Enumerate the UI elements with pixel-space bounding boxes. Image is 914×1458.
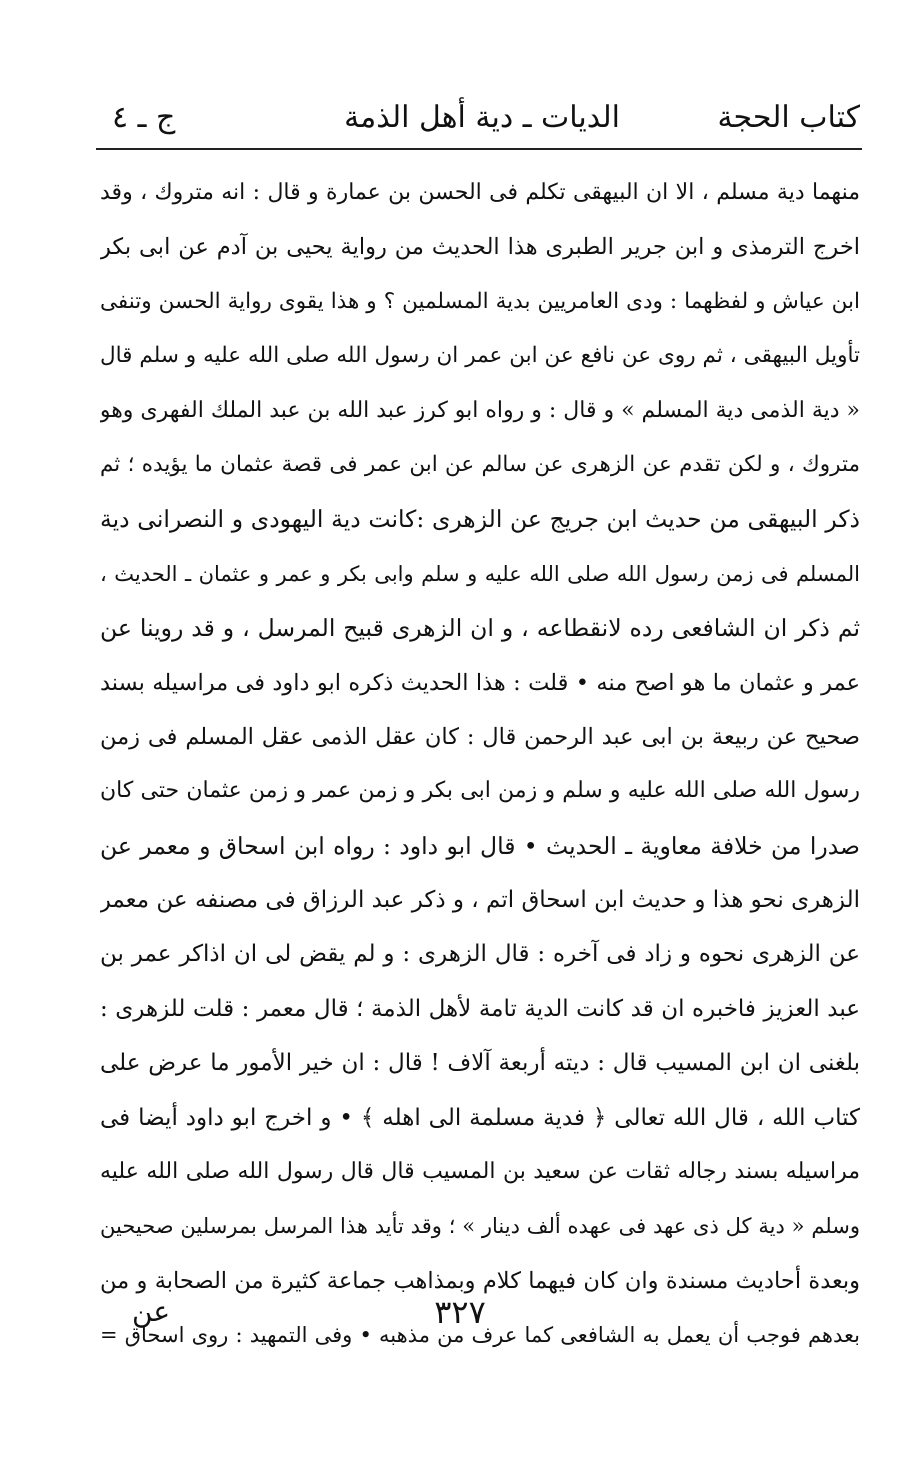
- text-line: مراسيله بسند رجاله ثقات عن سعيد بن المسيب قال قال رسول الله صلى الله عليه: [100, 1159, 860, 1185]
- page-header: [100, 98, 860, 144]
- text-line: اخرج الترمذى و ابن جرير الطبرى هذا الحديث من رواية يحيى بن آدم عن ابى بكر: [100, 234, 860, 261]
- text-line: منهما دية مسلم ، الا ان البيهقى تكلم فى الحسن بن عمارة و قال : انه متروك ، وقد: [100, 180, 860, 205]
- text-line: وسلم « دية كل ذى عهد فى عهده ألف دينار » ؛ وقد تأيد هذا المرسل بمرسلين صحيحين: [100, 1214, 860, 1239]
- text-line: صحيح عن ربيعة بن ابى عبد الرحمن قال : كان عقل الذمى عقل المسلم فى زمن: [100, 723, 860, 750]
- volume-label: ج ـ ٤: [112, 100, 176, 135]
- text-line: عمر و عثمان ما هو اصح منه • قلت : هذا الحديث ذكره ابو داود فى مراسيله بسند: [100, 669, 860, 696]
- text-line: صدرا من خلافة معاوية ـ الحديث • قال ابو داود : رواه ابن اسحاق و معمر عن: [100, 831, 860, 860]
- text-line: تأويل البيهقى ، ثم روى عن نافع عن ابن عمر ان رسول الله صلى الله عليه و سلم قال: [100, 343, 860, 369]
- catchword: عن: [132, 1295, 171, 1328]
- text-line: عن الزهرى نحوه و زاد فى آخره : قال الزهرى : و لم يقض لى ان اذاكر عمر بن: [100, 941, 860, 968]
- chapter-title: الديات ـ دية أهل الذمة: [344, 100, 620, 135]
- text-line: الزهرى نحو هذا و حديث ابن اسحاق اتم ، و ذكر عبد الرزاق فى مصنفه عن معمر: [100, 887, 860, 914]
- text-line: بلغنى ان ابن المسيب قال : ديته أربعة آلاف ! قال : ان خير الأمور ما عرض على: [100, 1050, 860, 1077]
- book-title: كتاب الحجة: [717, 100, 860, 135]
- text-line: المسلم فى زمن رسول الله صلى الله عليه و سلم وابى بكر و عمر و عثمان ـ الحديث ،: [100, 561, 860, 586]
- text-line: ثم ذكر ان الشافعى رده لانقطاعه ، و ان الزهرى قبيح المرسل ، و قد روينا عن: [100, 614, 860, 643]
- text-line: متروك ، و لكن تقدم عن الزهرى عن سالم عن ابن عمر فى قصة عثمان ما يؤيده ؛ ثم: [100, 451, 860, 477]
- text-line: كتاب الله ، قال الله تعالى ﴿ فدية مسلمة الى اهله ﴾ • و اخرج ابو داود أيضا فى: [100, 1104, 860, 1131]
- page-number: ٣٢٧: [434, 1293, 486, 1331]
- text-line: بعدهم فوجب أن يعمل به الشافعى كما عرف من مذهبه • وفى التمهيد : روى اسحاق =: [100, 1323, 860, 1348]
- text-line: وبعدة أحاديث مسندة وان كان فيهما كلام وبمذاهب جماعة كثيرة من الصحابة و من: [100, 1267, 860, 1294]
- text-line: ذكر البيهقى من حديث ابن جريج عن الزهرى :كانت دية اليهودى و النصرانى دية: [100, 505, 860, 534]
- text-line: رسول الله صلى الله عليه و سلم و زمن ابى بكر و زمن عمر و زمن عثمان حتى كان: [100, 778, 860, 804]
- text-line: « دية الذمى دية المسلم » و قال : و رواه ابو كرز عبد الله بن عبد الملك الفهرى وهو: [100, 397, 860, 423]
- header-rule: [96, 148, 862, 150]
- text-line: ابن عياش و لفظهما : ودى العامريين بدية المسلمين ؟ و هذا يقوى رواية الحسن وتنفى: [100, 288, 860, 314]
- text-line: عبد العزيز فاخبره ان قد كانت الدية تامة لأهل الذمة ؛ قال معمر : قلت للزهرى :: [100, 995, 860, 1022]
- body-text: [100, 166, 860, 1363]
